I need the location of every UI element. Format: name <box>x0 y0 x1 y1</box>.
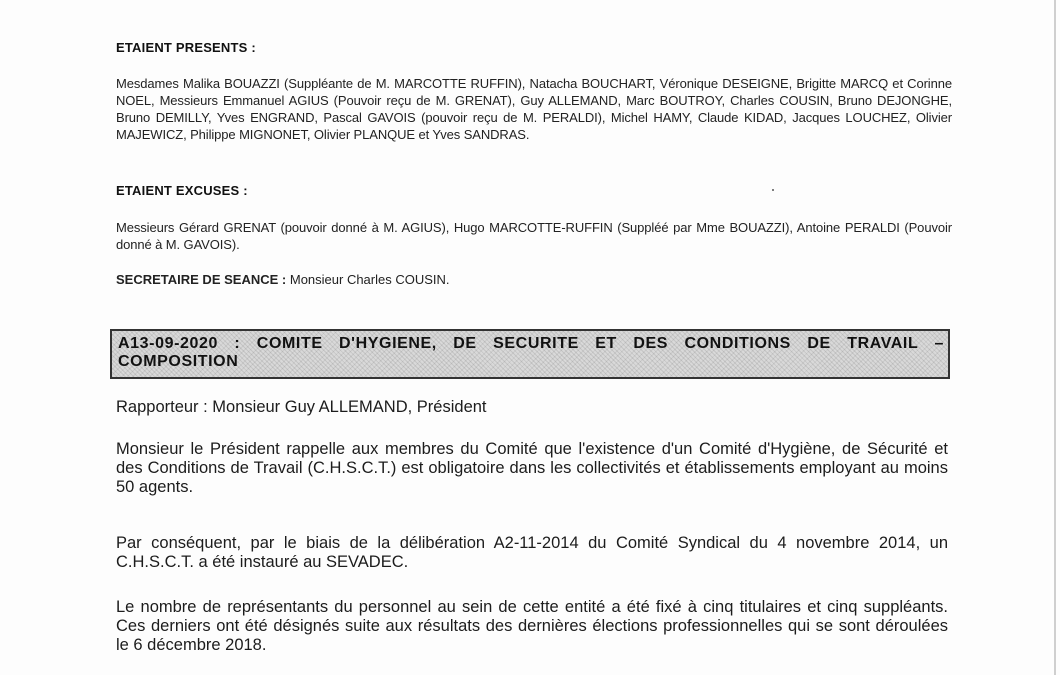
secretaire-label: SECRETAIRE DE SEANCE : <box>116 272 287 287</box>
rapporteur-line: Rapporteur : Monsieur Guy ALLEMAND, Président <box>116 398 487 416</box>
agenda-item-box <box>110 329 950 379</box>
paragraph-3: Le nombre de représentants du personnel au sein de cette entité a été fixé à cinq titulaires et cinq suppléants. Ces derniers ont été désignés suite aux résultats des dernières élections professionnelles qui se sont déroulées le 6 décembre 2018. <box>116 598 948 654</box>
secretaire-line <box>116 272 450 287</box>
page-edge <box>1054 0 1056 675</box>
excuses-list: Messieurs Gérard GRENAT (pouvoir donné à M. AGIUS), Hugo MARCOTTE-RUFFIN (Suppléé par Mme BOUAZZI), Antoine PERALDI (Pouvoir donné à M. GAVOIS). <box>116 220 952 252</box>
presents-heading: ETAIENT PRESENTS : <box>116 40 256 55</box>
excuses-heading: ETAIENT EXCUSES : <box>116 183 248 198</box>
presents-list: Mesdames Malika BOUAZZI (Suppléante de M. MARCOTTE RUFFIN), Natacha BOUCHART, Véronique DESEIGNE, Brigitte MARCQ et Corinne NOEL, Messieurs Emmanuel AGIUS (Pouvoir reçu de M. GRENAT), Guy ALLEMAND, Marc BOUTROY, Charles COUSIN, Bruno DEJONGHE, Bruno DEMILLY, Yves ENGRAND, Pascal GAVOIS (pouvoir reçu de M. PERALDI), Michel HAMY, Claude KIDAD, Jacques LOUCHEZ, Olivier MAJEWICZ, Philippe MIGNONET, Olivier PLANQUE et Yves SANDRAS. <box>116 76 952 142</box>
agenda-item-title: A13-09-2020 : COMITE D'HYGIENE, DE SECURITE ET DES CONDITIONS DE TRAVAIL – COMPOSITION <box>118 335 944 370</box>
scan-speck <box>772 189 774 191</box>
paragraph-2: Par conséquent, par le biais de la délibération A2-11-2014 du Comité Syndical du 4 novembre 2014, un C.H.S.C.T. a été instauré au SEVADEC. <box>116 534 948 571</box>
paragraph-1: Monsieur le Président rappelle aux membres du Comité que l'existence d'un Comité d'Hygiène, de Sécurité et des Conditions de Travail (C.H.S.C.T.) est obligatoire dans les collectivités et établissements employant au moins 50 agents. <box>116 440 948 496</box>
secretaire-value: Monsieur Charles COUSIN. <box>289 272 450 287</box>
